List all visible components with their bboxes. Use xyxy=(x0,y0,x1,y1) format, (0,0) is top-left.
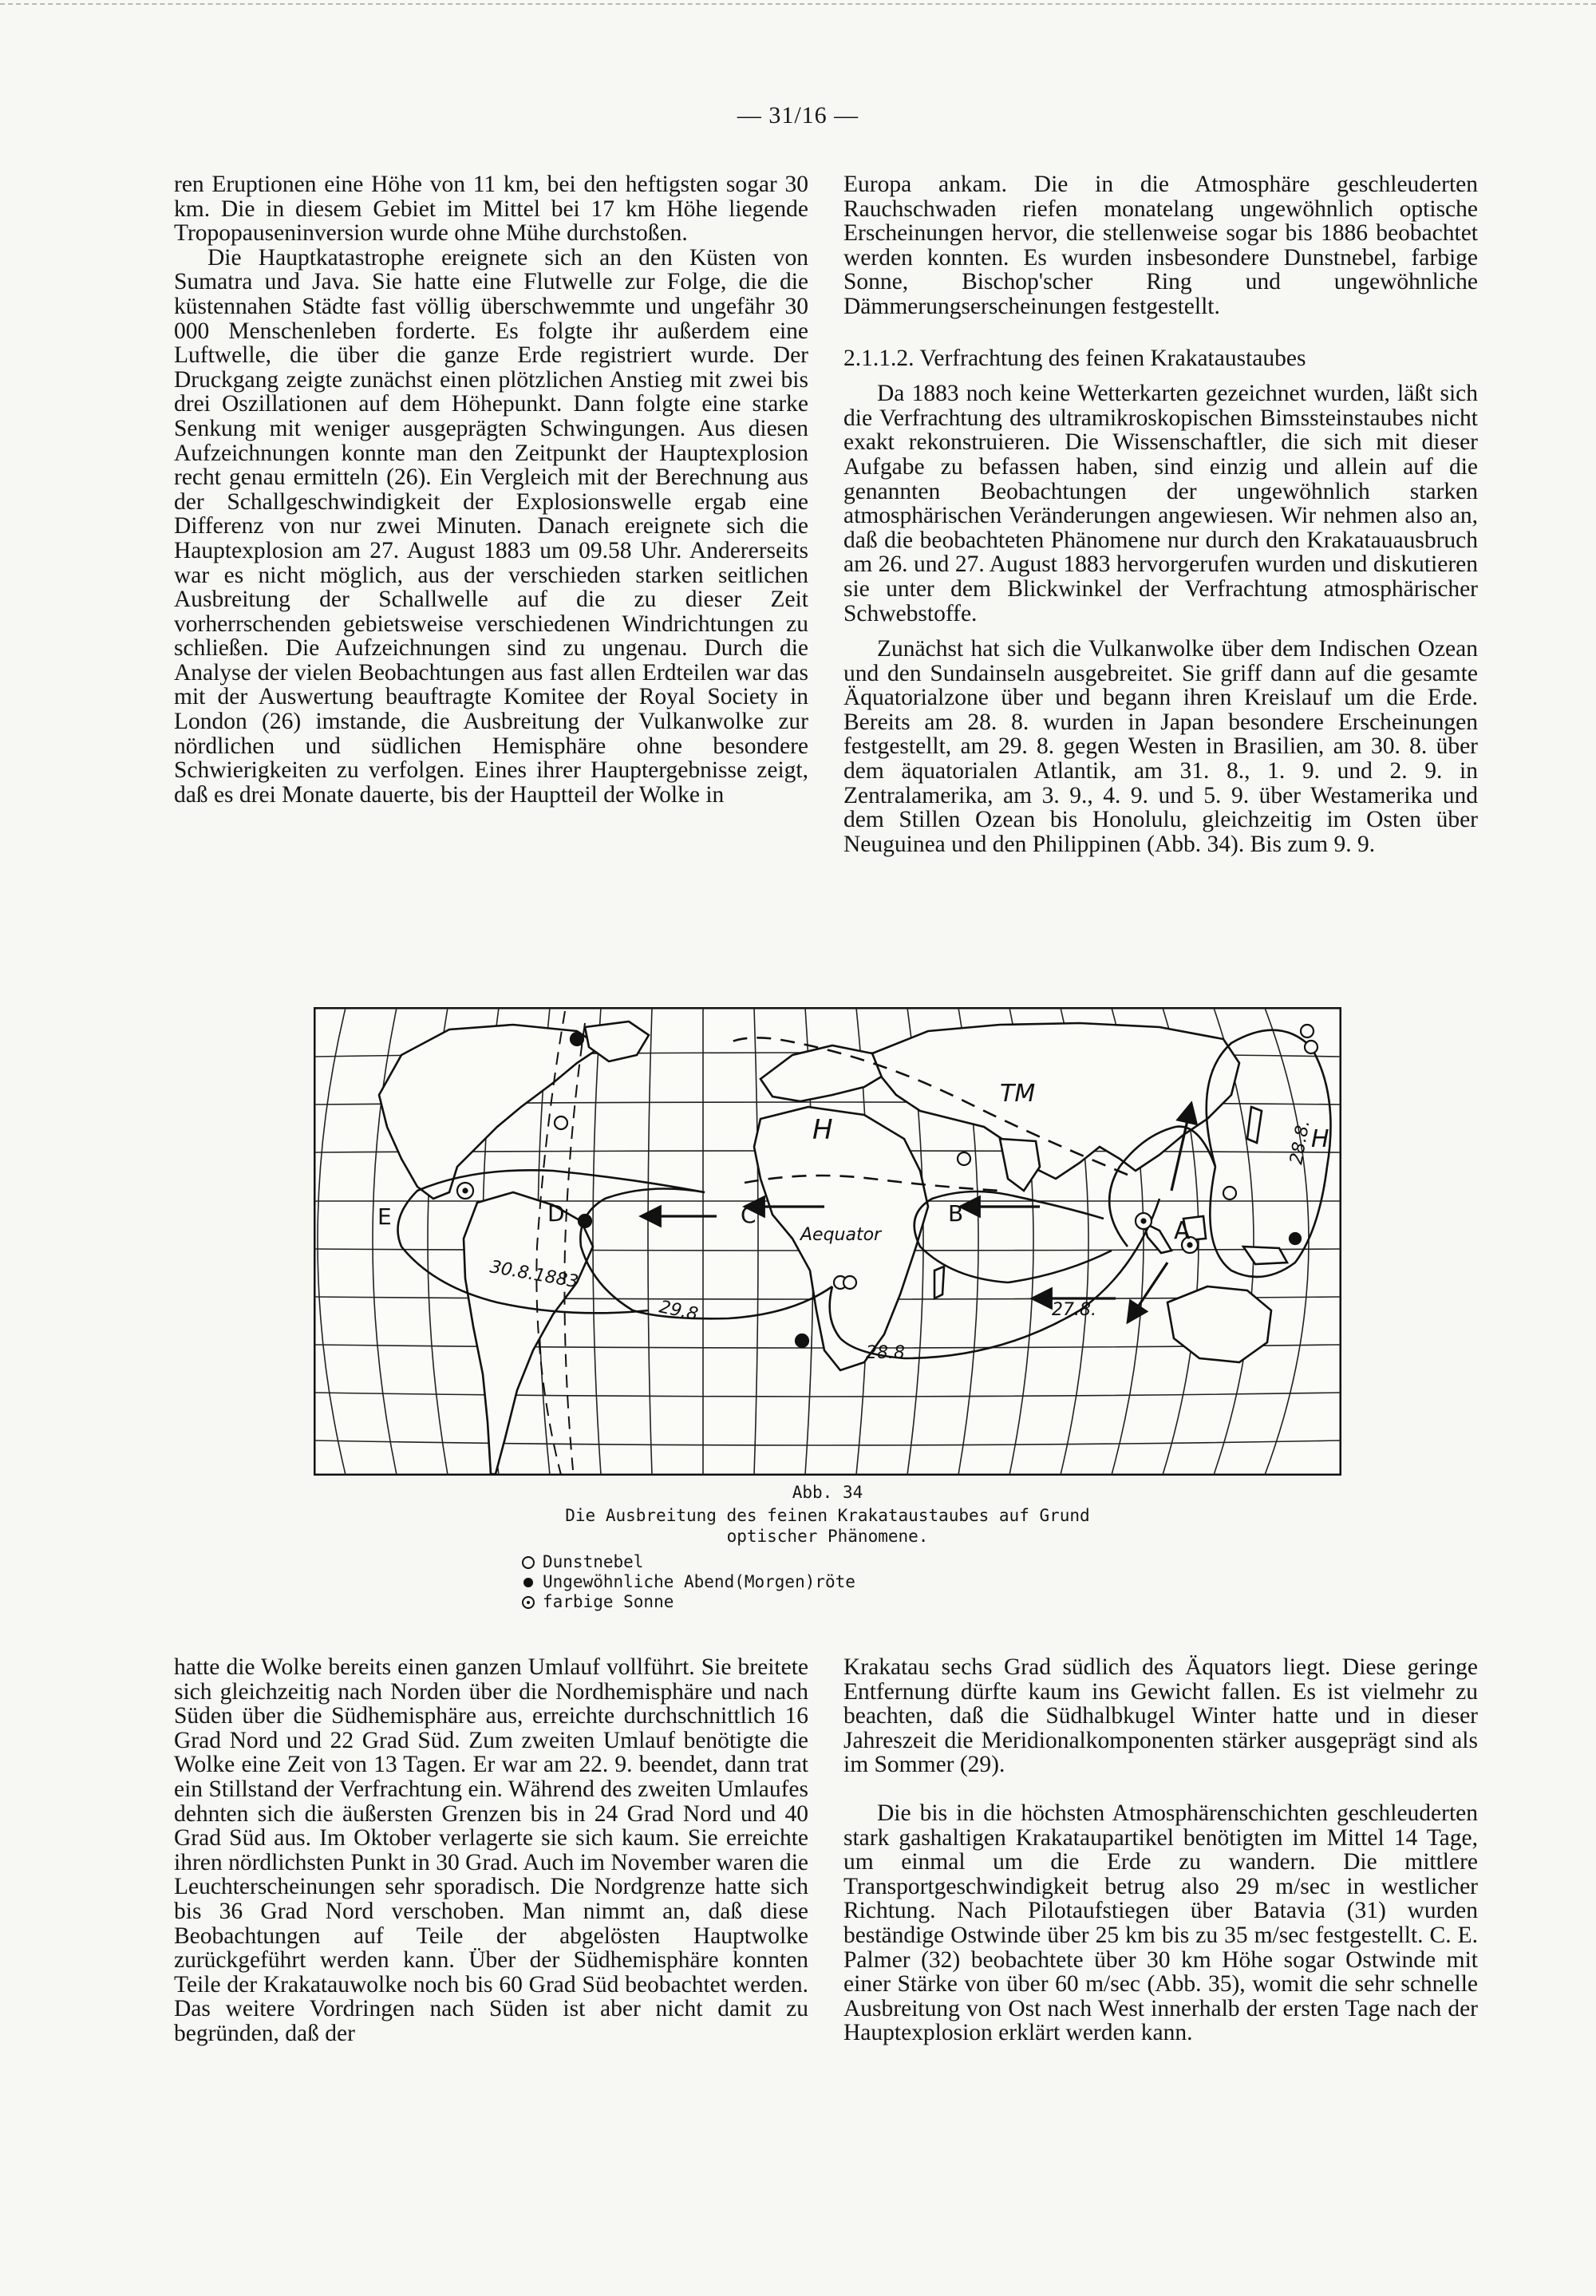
filled-circle-icon xyxy=(520,1575,536,1591)
left-column-bottom xyxy=(174,1655,808,2046)
paragraph: ren Eruptionen eine Höhe von 11 km, bei den heftigsten sogar 30 km. Die in diesem Gebiet im Mittel bei 17 km Höhe liegende Tropopauseninversion wurde ohne Mühe durchstoßen. xyxy=(174,172,808,247)
open-circle-icon xyxy=(1223,1187,1236,1199)
legend-label: Dunstnebel xyxy=(543,1552,644,1571)
open-circle-icon xyxy=(1301,1025,1314,1037)
top-rule xyxy=(0,3,1596,5)
label-a: A xyxy=(1174,1217,1191,1245)
label-date-28-8-right: 28.8. xyxy=(1286,1118,1314,1167)
paragraph: Krakatau sechs Grad südlich des Äquators liegt. Diese geringe Entfernung dürfte kaum ins Gewicht fallen. Es ist vielmehr zu beachten, daß die Südhalbkugel Winter hatte und in dieser Jahreszeit die Meridionalkomponenten stärker ausgeprägt sind als im Sommer (29). xyxy=(843,1654,1478,1778)
open-circle-icon xyxy=(555,1116,567,1129)
label-h-left: H xyxy=(812,1114,833,1146)
figure-number: Abb. 34 xyxy=(792,1483,863,1502)
madagascar xyxy=(934,1267,944,1298)
legend-item xyxy=(520,1572,855,1592)
left-column-top xyxy=(174,172,808,807)
open-circle-icon xyxy=(520,1555,536,1571)
figure-legend xyxy=(520,1552,855,1612)
label-b: B xyxy=(948,1200,964,1227)
legend-label: farbige Sonne xyxy=(543,1592,674,1611)
label-tm: TM xyxy=(1000,1080,1036,1108)
right-column-top xyxy=(843,172,1478,856)
legend-item xyxy=(520,1592,855,1612)
filled-circle-icon xyxy=(1290,1233,1301,1244)
label-date-29-8: 29.8 xyxy=(657,1297,700,1326)
label-equator: Aequator xyxy=(800,1225,882,1245)
legend-label: Ungewöhnliche Abend(Morgen)röte xyxy=(543,1572,855,1591)
section-heading: 2.1.1.2. Verfrachtung des feinen Krakataustaubes xyxy=(843,345,1306,371)
open-circle-icon xyxy=(1305,1041,1317,1053)
dotted-circle-icon xyxy=(457,1183,473,1199)
figure-caption-line: optischer Phänomene. xyxy=(726,1527,929,1546)
label-date-30-8: 30.8.1883 xyxy=(488,1257,580,1293)
filled-circle-icon xyxy=(579,1215,591,1227)
label-date-27-8: 27.8. xyxy=(1052,1300,1096,1320)
paragraph: hatte die Wolke bereits einen ganzen Umlauf vollführt. Sie breitete sich gleichzeitig nach Norden über die Nordhemisphäre und nach Süden über die Südhemisphäre aus, erreichte durchschnittlich 16 Grad Nord und 22 Grad Süd. Zum zweiten Umlauf benötigte die Wolke eine Zeit von 13 Tagen. Er war am 22. 9. beendet, dann trat ein Stillstand der Verfrachtung ein. Während des zweiten Umlaufes dehnten sich die äußersten Grenzen bis in 24 Grad Nord und 40 Grad Süd aus. Im Oktober verlagerte sie sich kaum. Sie erreichte ihren nördlichsten Punkt in 30 Grad. Auch im November waren die Leuchterscheinungen sehr sporadisch. Die Nordgrenze hatte sich bis 36 Grad Nord verschoben. Man nimmt an, daß diese Beobachtungen auf Teile der abgelösten Hauptwolke zurückgeführt werden kann. Über der Südhemisphäre konnten Teile der Krakatauwolke noch bis 60 Grad Süd beobachtet werden. Das weitere Vordringen nach Süden ist aber nicht damit zu begründen, daß der xyxy=(174,1654,808,2046)
figure-caption xyxy=(314,1505,1341,1547)
label-date-28-8-bottom: 28.8 xyxy=(866,1343,905,1363)
label-d: D xyxy=(547,1200,565,1227)
paragraph: Die bis in die höchsten Atmosphärenschichten geschleuderten stark gashaltigen Krakataupartikel benötigten im Mittel 14 Tage, um einmal um die Erde zu wandern. Die mittlere Transportgeschwindigkeit betrug also 29 m/sec in westlicher Richtung. Nach Pilotaufstiegen über Batavia (31) wurden beständige Ostwinde über 25 km bis zu 35 m/sec festgestellt. C. E. Palmer (32) beobachtete über 30 km Höhe sogar Ostwinde mit einer Stärke von über 60 m/sec (Abb. 35), womit die sehr schnelle Ausbreitung von Ost nach West innerhalb der ersten Tage nach der Hauptexplosion erklärt werden kann. xyxy=(843,1800,1478,2046)
figure-caption-line: Die Ausbreitung des feinen Krakataustaubes auf Grund xyxy=(565,1506,1090,1525)
page-number: — 31/16 — xyxy=(737,102,859,128)
filled-circle-icon xyxy=(796,1334,808,1347)
open-circle-icon xyxy=(843,1276,856,1289)
open-circle-icon xyxy=(958,1152,970,1165)
filled-circle-icon xyxy=(571,1033,583,1045)
right-column-bottom xyxy=(843,1655,1478,2045)
paragraph: Zunächst hat sich die Vulkanwolke über dem Indischen Ozean und den Sundainseln ausgebreitet. Sie griff dann auf die gesamte Äquatorialzone über und begann ihren Kreislauf um die Erde. Bereits am 28. 8. wurden in Japan besondere Erscheinungen festgestellt, am 29. 8. gegen Westen in Brasilien, am 30. 8. über dem äquatorialen Atlantik, am 31. 8., 1. 9. und 2. 9. in Zentralamerika, am 3. 9., 4. 9. und 5. 9. über Westamerika und dem Stillen Ozean bis Honolulu, gleichzeitig im Osten über Neuguinea und den Philippinen (Abb. 34). Bis zum 9. 9. xyxy=(843,636,1478,857)
legend-item xyxy=(520,1552,855,1572)
label-e: E xyxy=(377,1203,392,1230)
dotted-circle-icon xyxy=(520,1595,536,1610)
paragraph: Die Hauptkatastrophe ereignete sich an den Küsten von Sumatra und Java. Sie hatte eine Flutwelle zur Folge, die die küstennahen Städte fast völlig überschwemmte und ungefähr 30 000 Menschenleben forderte. Es folgte ihr außerdem eine Luftwelle, die über die ganze Erde registriert wurde. Der Druckgang zeigte zunächst einen plötzlichen Anstieg mit zwei bis drei Oszillationen auf dem Höhepunkt. Dann folgte eine starke Senkung mit weniger ausgeprägten Schwingungen. Aus diesen Aufzeichnungen konnte man den Zeitpunkt der Hauptexplosion recht genau ermitteln (26). Ein Vergleich mit der Berechnung aus der Schallgeschwindigkeit der Explosionswelle ergab eine Differenz von nur zwei Minuten. Danach ereignete sich die Hauptexplosion am 27. August 1883 um 09.58 Uhr. Andererseits war es nicht möglich, aus der verschieden starken seitlichen Ausbreitung der Schallwelle auf die zu dieser Zeit vorherrschenden gebietsweise verschiedenen Windrichtungen zu schließen. Die Aufzeichnungen sind zu ungenau. Durch die Analyse der vielen Beobachtungen aus fast allen Erdteilen war das mit der Auswertung beauftragte Komitee der Royal Society in London (26) imstande, die Ausbreitung der Vulkanwolke zur nördlichen und südlichen Hemisphäre ohne besondere Schwierigkeiten zu verfolgen. Eines ihrer Hauptergebnisse zeigt, daß es drei Monate dauerte, bis der Hauptteil der Wolke in xyxy=(174,244,808,808)
label-h-right: H xyxy=(1311,1125,1329,1153)
label-c: C xyxy=(741,1202,757,1228)
paragraph: Da 1883 noch keine Wetterkarten gezeichnet wurden, läßt sich die Verfrachtung des ultramikroskopischen Bimssteinstaubes nicht exakt rekonstruieren. Die Wissenschaftler, die sich mit dieser Aufgabe zu befassen haben, sind einzig und allein auf die genannten Beobachtungen der ungewöhnlich starken atmosphärischen Veränderungen angewiesen. Wir nehmen also an, daß die beobachteten Phänomene nur durch den Krakatauausbruch am 26. und 27. August 1883 hervorgerufen wurden und diskutieren sie unter dem Blickwinkel der Verfrachtung atmosphärischer Schwebstoffe. xyxy=(843,381,1478,626)
world-map-figure xyxy=(314,1007,1341,1476)
dotted-circle-icon xyxy=(1136,1213,1152,1229)
paragraph: Europa ankam. Die in die Atmosphäre geschleuderten Rauchschwaden riefen monatelang ungewöhnlich optische Erscheinungen hervor, die stellenweise sogar bis 1886 beobachtet werden konnten. Es wurden insbesondere Dunstnebel, farbige Sonne, Bischop'scher Ring und ungewöhnliche Dämmerungserscheinungen festgestellt. xyxy=(843,172,1478,319)
